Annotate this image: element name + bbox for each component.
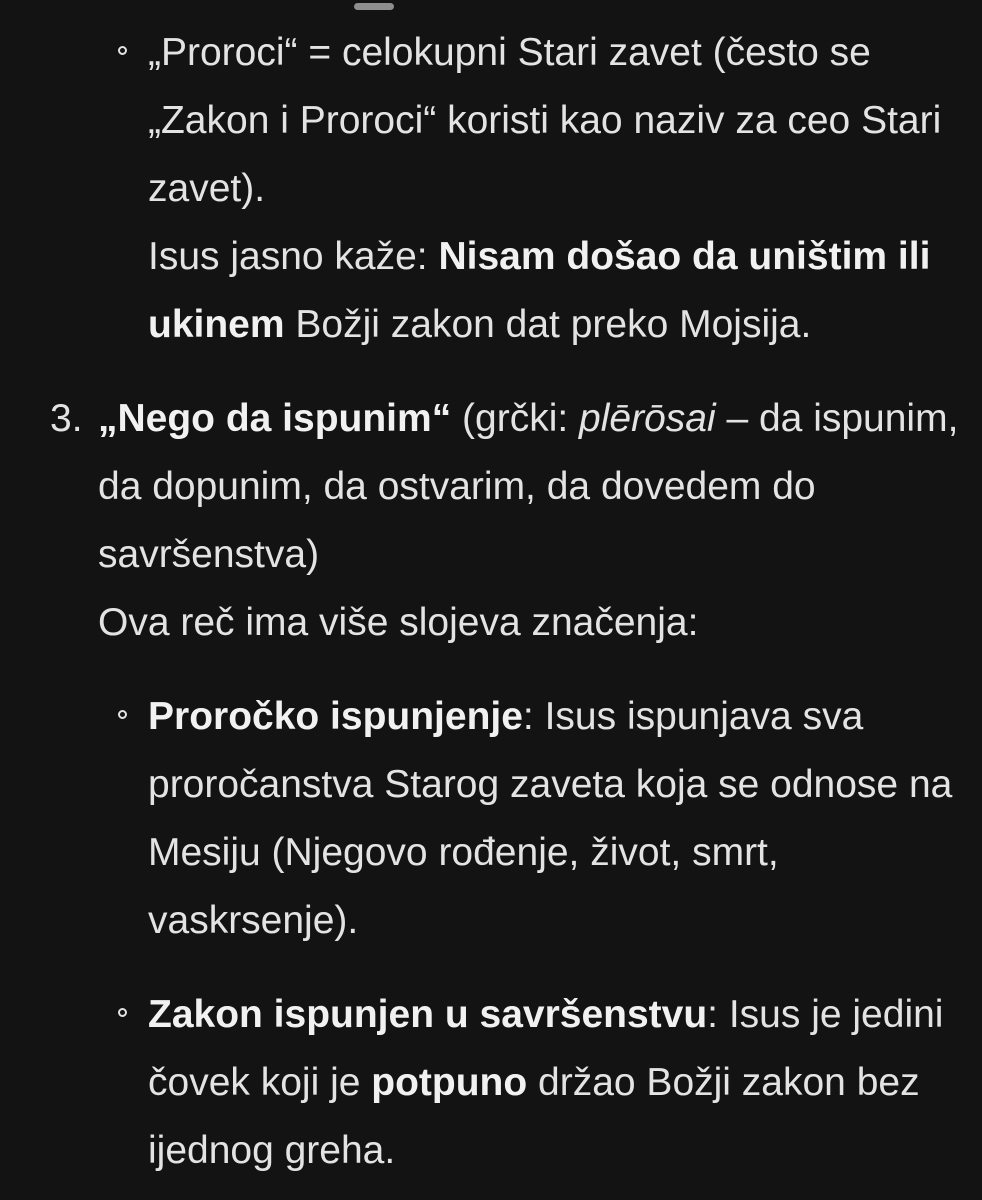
list-item-prorocko-ispunjenje: Proročko ispunjenje: Isus ispunjava sva proročanstva Starog zaveta koja se odnose na Mesiju (Njegovo rođenje, život, smrt, vaskrsenje). xyxy=(0,683,982,955)
bold-phrase: Nisam došao da uništim ili ukinem xyxy=(148,235,931,346)
hollow-bullet-icon xyxy=(118,710,127,719)
list-number: 3. xyxy=(50,397,83,440)
proroci-text: „Proroci“ = celokupni Stari zavet (često se „Zakon i Proroci“ koristi kao naziv za ceo Stari zavet). xyxy=(148,31,942,210)
drag-handle[interactable] xyxy=(354,3,394,10)
list-item-zakon-ispunjen: Zakon ispunjen u savršenstvu: Isus je jedini čovek koji je potpuno držao Božji zakon bez ijednog greha. xyxy=(0,981,982,1185)
item-3-subtext: Ova reč ima više slojeva značenja: xyxy=(98,601,699,644)
hollow-bullet-icon xyxy=(118,1008,127,1017)
list-item-proroci xyxy=(0,19,982,359)
sub2-bold-potpuno: potpuno xyxy=(371,1061,528,1104)
isus-says-text: Isus jasno kaže: Nisam došao da uništim ili ukinem Božji zakon dat preko Mojsija. xyxy=(148,235,931,346)
list-item-3 xyxy=(0,385,982,657)
sub2-bold: Zakon ispunjen u savršenstvu xyxy=(148,993,708,1036)
item-3-heading: „Nego da ispunim“ (grčki: plērōsai – da ispunim, da dopunim, da ostvarim, da dovedem do savršenstva) xyxy=(98,397,959,576)
response-content xyxy=(0,19,982,1185)
greek-term: plērōsai xyxy=(579,397,716,440)
sub1-bold: Proročko ispunjenje xyxy=(148,695,523,738)
hollow-bullet-icon xyxy=(118,46,127,55)
